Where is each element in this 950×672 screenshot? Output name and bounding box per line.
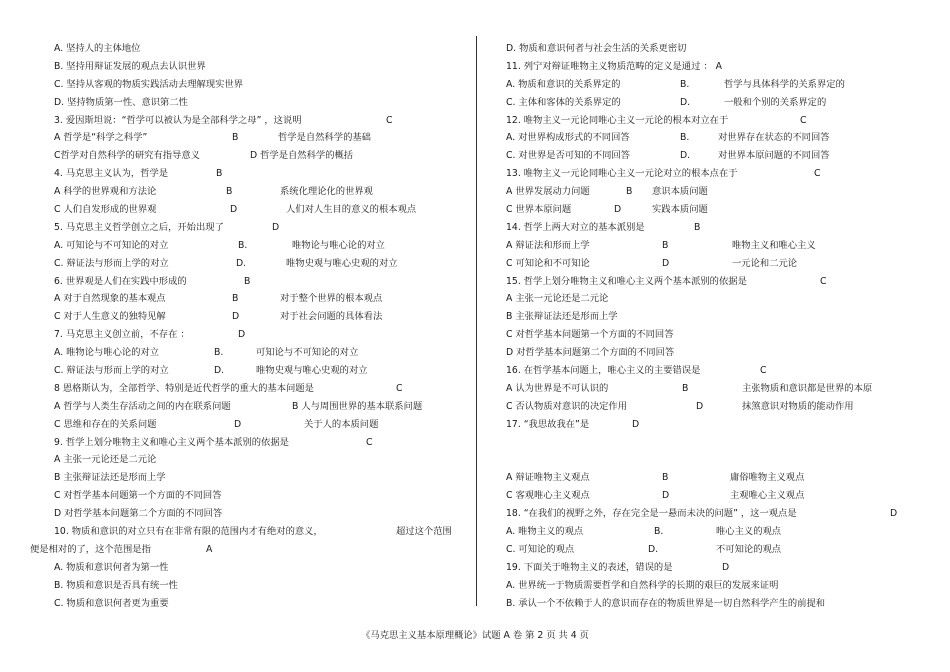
text-segment: 对于整个世界的根本观点 [280, 293, 383, 305]
text-line [54, 201, 466, 219]
text-segment: C. 物质和意识何者更为重要 [54, 597, 169, 609]
text-segment: D. [236, 257, 247, 269]
text-segment: B [682, 382, 689, 394]
text-line [54, 434, 466, 452]
text-segment: A. 唯物论与唯心论的对立 [54, 347, 160, 359]
text-segment: D. [648, 543, 659, 555]
text-line [506, 434, 910, 452]
text-line [54, 219, 466, 237]
text-segment: C [386, 114, 393, 126]
text-segment: C. 辩证法与形而上学的对立 [54, 365, 169, 377]
text-segment: 17. “我思故我在”是 [506, 418, 590, 430]
text-segment: 14. 哲学上两大对立的基本派别是 [506, 221, 645, 233]
text-segment: A 科学的世界观和方法论 [54, 186, 157, 198]
text-segment: A 世界发展动力问题 [506, 186, 590, 198]
text-segment: D [662, 257, 670, 269]
text-segment: A 辩证法和形而上学 [506, 239, 590, 251]
text-line [506, 58, 910, 76]
text-segment: B. [214, 347, 224, 359]
text-segment: 哲学是自然科学的基础 [278, 132, 371, 144]
text-line [506, 577, 910, 595]
text-line [506, 40, 910, 58]
text-segment: C. 辩证法与形而上学的对立 [54, 257, 169, 269]
text-segment: 4. 马克思主义认为，哲学是 [54, 168, 169, 180]
text-line [506, 344, 910, 362]
text-segment: 12. 唯物主义一元论同唯心主义一元论的根本对立在于 [506, 114, 729, 126]
text-segment: 实践本质问题 [652, 204, 708, 216]
text-line [506, 201, 910, 219]
text-segment: 唯物史观与唯心史观的对立 [256, 365, 368, 377]
text-segment: C [800, 114, 807, 126]
text-line [54, 398, 466, 416]
text-line [506, 94, 910, 112]
text-segment: 9. 哲学上划分唯物主义和唯心主义两个基本派别的依据是 [54, 436, 289, 448]
text-segment: C [814, 168, 821, 180]
text-line [54, 595, 466, 613]
text-line [506, 380, 910, 398]
text-line [54, 326, 466, 344]
text-line [54, 112, 466, 130]
text-segment: A. 物质和意识何者为第一性 [54, 561, 169, 573]
text-segment: B [694, 221, 701, 233]
text-segment: B. 承认一个不依赖于人的意识而存在的物质世界是一切自然科学产生的前提和 [506, 597, 826, 609]
text-line [30, 541, 466, 559]
text-line [506, 326, 910, 344]
text-line [506, 308, 910, 326]
text-segment: 人们对人生目的意义的根本观点 [286, 204, 417, 216]
text-segment: 庸俗唯物主义观点 [730, 472, 805, 484]
text-line [506, 505, 910, 523]
text-segment: B [244, 275, 251, 287]
text-line [506, 451, 910, 469]
text-segment: D. 物质和意识何者与社会生活的关系更密切 [506, 43, 687, 54]
text-segment: C 否认物质对意识的决定作用 [506, 400, 628, 412]
column-divider [476, 36, 477, 606]
text-line [506, 469, 910, 487]
text-segment: A 辩证唯物主义观点 [506, 472, 590, 484]
text-segment: C [366, 436, 373, 448]
text-segment: 唯物史观与唯心史观的对立 [286, 257, 398, 269]
text-segment: 16. 在哲学基本问题上，唯心主义的主要错误是 [506, 365, 701, 377]
text-line [506, 290, 910, 308]
text-line [506, 523, 910, 541]
text-segment: 唯心主义的观点 [716, 526, 782, 538]
text-segment: 11. 列宁对辩证唯物主义物质范畴的定义是通过 ： A [506, 60, 722, 72]
text-line [506, 362, 910, 380]
text-segment: A. 世界统一于物质需要哲学和自然科学的长期的艰巨的发展来证明 [506, 579, 779, 591]
text-segment: C 对于人生意义的独特见解 [54, 311, 166, 323]
text-segment: B [216, 168, 223, 180]
left-column [30, 40, 466, 613]
text-line [506, 165, 910, 183]
text-segment: 一般和个别的关系界定的 [724, 96, 827, 108]
text-segment: 主张物质和意识都是世界的本原 [742, 382, 873, 394]
text-segment: C. 坚持从客观的物质实践活动去理解现实世界 [54, 78, 244, 90]
text-line [506, 129, 910, 147]
text-segment: C 可知论和不可知论 [506, 257, 590, 269]
text-segment: C. 对世界是否可知的不同回答 [506, 150, 630, 162]
text-line [54, 451, 466, 469]
text-line [54, 237, 466, 255]
text-line [54, 165, 466, 183]
text-segment: C [820, 275, 827, 287]
text-segment: D. [680, 150, 691, 162]
text-segment: 系统化理论化的世界观 [280, 186, 373, 198]
text-line [506, 219, 910, 237]
text-segment: A. 对世界构成形式的不同回答 [506, 132, 630, 144]
text-segment: D 对哲学基本问题第二个方面的不同回答 [506, 347, 675, 359]
text-segment: 13. 唯物主义一元论同唯心主义一元论对立的根本点在于 [506, 168, 738, 180]
text-segment: B [662, 239, 669, 251]
text-segment: C 思维和存在的关系问题 [54, 418, 157, 430]
text-segment: A 主张一元论还是二元论 [506, 293, 609, 305]
text-line [54, 273, 466, 291]
text-segment: A. 物质和意识的关系界定的 [506, 78, 621, 90]
text-segment: C 世界本原问题 [506, 204, 572, 216]
text-line [54, 559, 466, 577]
text-segment: C 对哲学基本问题第一个方面的不同回答 [506, 329, 674, 341]
text-line [54, 487, 466, 505]
text-segment: A. 唯物主义的观点 [506, 526, 584, 538]
text-segment: A 对于自然现象的基本观点 [54, 293, 166, 305]
text-segment: D [722, 561, 730, 573]
text-segment: 唯物主义和唯心主义 [732, 239, 816, 251]
text-segment: 一元论和二元论 [732, 257, 798, 269]
text-segment: D. 坚持物质第一性、意识第二性 [54, 96, 188, 108]
text-segment: D [272, 221, 280, 233]
text-segment: 7. 马克思主义创立前，不存在 ： [54, 329, 190, 341]
text-segment: C 对哲学基本问题第一个方面的不同回答 [54, 490, 222, 502]
text-segment: D [230, 204, 238, 216]
text-segment: D [614, 204, 622, 216]
text-line [54, 94, 466, 112]
text-line [506, 416, 910, 434]
text-segment: D [662, 490, 670, 502]
text-segment: D [234, 418, 242, 430]
text-line [54, 362, 466, 380]
text-segment: 6. 世界观是人们在实践中形成的 [54, 275, 187, 287]
text-line [54, 344, 466, 362]
text-line [54, 129, 466, 147]
text-line [54, 380, 466, 398]
text-segment: 对于社会问题的具体看法 [280, 311, 383, 323]
text-segment: C. 可知论的观点 [506, 543, 575, 555]
text-segment: B. 坚持用辩证发展的观点去认识世界 [54, 60, 206, 72]
text-segment: D. [680, 96, 691, 108]
text-segment: B 主张辩证法还是形而上学 [506, 311, 618, 323]
text-segment: C 客观唯心主义观点 [506, 490, 590, 502]
text-line [54, 290, 466, 308]
text-segment: 5. 马克思主义哲学创立之后，开始出现了 [54, 221, 224, 233]
text-line [506, 183, 910, 201]
text-segment: B. [680, 132, 690, 144]
text-line [54, 308, 466, 326]
text-segment: B [662, 472, 669, 484]
text-segment: 10. 物质和意识的对立只有在非常有限的范围内才有绝对的意义， [54, 526, 323, 538]
text-line [54, 255, 466, 273]
right-column [506, 40, 910, 613]
text-line [506, 112, 910, 130]
text-line [54, 40, 466, 58]
text-line [54, 147, 466, 165]
text-segment: D. [214, 365, 225, 377]
text-segment: B. [238, 239, 248, 251]
text-line [506, 595, 910, 613]
text-segment: A [206, 543, 213, 555]
text-segment: B. [680, 78, 690, 90]
text-segment: A. 可知论与不可知论的对立 [54, 239, 169, 251]
text-line [54, 469, 466, 487]
text-segment: C [760, 365, 767, 377]
text-segment: 15. 哲学上划分唯物主义和唯心主义两个基本派别的依据是 [506, 275, 747, 287]
text-segment: B 主张辩证法还是形而上学 [54, 472, 166, 484]
text-segment: 唯物论与唯心论的对立 [292, 239, 385, 251]
text-segment: C哲学对自然科学的研究有指导意义 [54, 150, 200, 162]
text-line [54, 577, 466, 595]
text-segment: B [232, 293, 239, 305]
text-segment: 对世界本原问题的不同回答 [718, 150, 830, 162]
text-line [506, 237, 910, 255]
text-segment: 关于人的本质问题 [304, 418, 379, 430]
text-segment: B 人与周围世界的基本联系问题 [292, 400, 423, 412]
text-segment: B [226, 186, 233, 198]
text-segment: A. 坚持人的主体地位 [54, 43, 141, 54]
text-line [506, 487, 910, 505]
text-line [54, 58, 466, 76]
text-segment: 18. “在我们的视野之外，存在完全是一悬而未决的问题” ，这一观点是 [506, 508, 797, 520]
text-segment: 可知论与不可知论的对立 [256, 347, 359, 359]
text-segment: 主观唯心主义观点 [730, 490, 805, 502]
text-segment: A 哲学与人类生存活动之间的内在联系问题 [54, 400, 231, 412]
text-segment: A 主张一元论还是二元论 [54, 454, 157, 466]
text-segment: B [626, 186, 633, 198]
text-line [506, 398, 910, 416]
text-segment: A 哲学是“科学之科学” [54, 132, 148, 144]
text-line [506, 147, 910, 165]
text-segment: D [232, 311, 240, 323]
text-segment: D 哲学是自然科学的概括 [250, 150, 354, 162]
text-line [506, 255, 910, 273]
text-segment: 超过这个范围 [396, 526, 452, 538]
text-segment: D [238, 329, 246, 341]
text-line [506, 76, 910, 94]
text-segment: B. 物质和意识是否具有统一性 [54, 579, 178, 591]
text-segment: 3. 爱因斯坦说：“哲学可以被认为是全部科学之母” ，这说明 [54, 114, 302, 126]
text-segment: D 对哲学基本问题第二个方面的不同回答 [54, 508, 223, 520]
text-segment: 便是相对的了，这个范围是指 [30, 543, 151, 555]
text-segment: C. 主体和客体的关系界定的 [506, 96, 621, 108]
text-line [506, 559, 910, 577]
text-segment: D [632, 418, 640, 430]
text-line [54, 183, 466, 201]
text-line [54, 76, 466, 94]
text-line [54, 523, 466, 541]
text-segment: 哲学与具体科学的关系界定的 [724, 78, 845, 90]
text-segment: C [396, 382, 403, 394]
text-segment: B. [654, 526, 664, 538]
text-segment: D [696, 400, 704, 412]
text-segment: 对世界存在状态的不同回答 [718, 132, 830, 144]
text-segment: 不可知论的观点 [716, 543, 782, 555]
text-segment: 19. 下面关于唯物主义的表述，错误的是 [506, 561, 673, 573]
text-segment: 8 恩格斯认为，全部哲学、特别是近代哲学的重大的基本问题是 [54, 382, 314, 394]
text-segment: B [232, 132, 239, 144]
text-segment: 抹煞意识对物质的能动作用 [742, 400, 854, 412]
text-line [54, 416, 466, 434]
text-segment: A 认为世界是不可认识的 [506, 382, 609, 394]
page-footer: 《马克思主义基本原理概论》试题 A 卷 第 2 页 共 4 页 [361, 630, 589, 641]
text-line [54, 505, 466, 523]
text-segment: C 人们自发形成的世界观 [54, 204, 157, 216]
text-line [506, 273, 910, 291]
text-segment: 意识本质问题 [652, 186, 708, 198]
text-line [506, 541, 910, 559]
text-segment: D [890, 508, 898, 520]
